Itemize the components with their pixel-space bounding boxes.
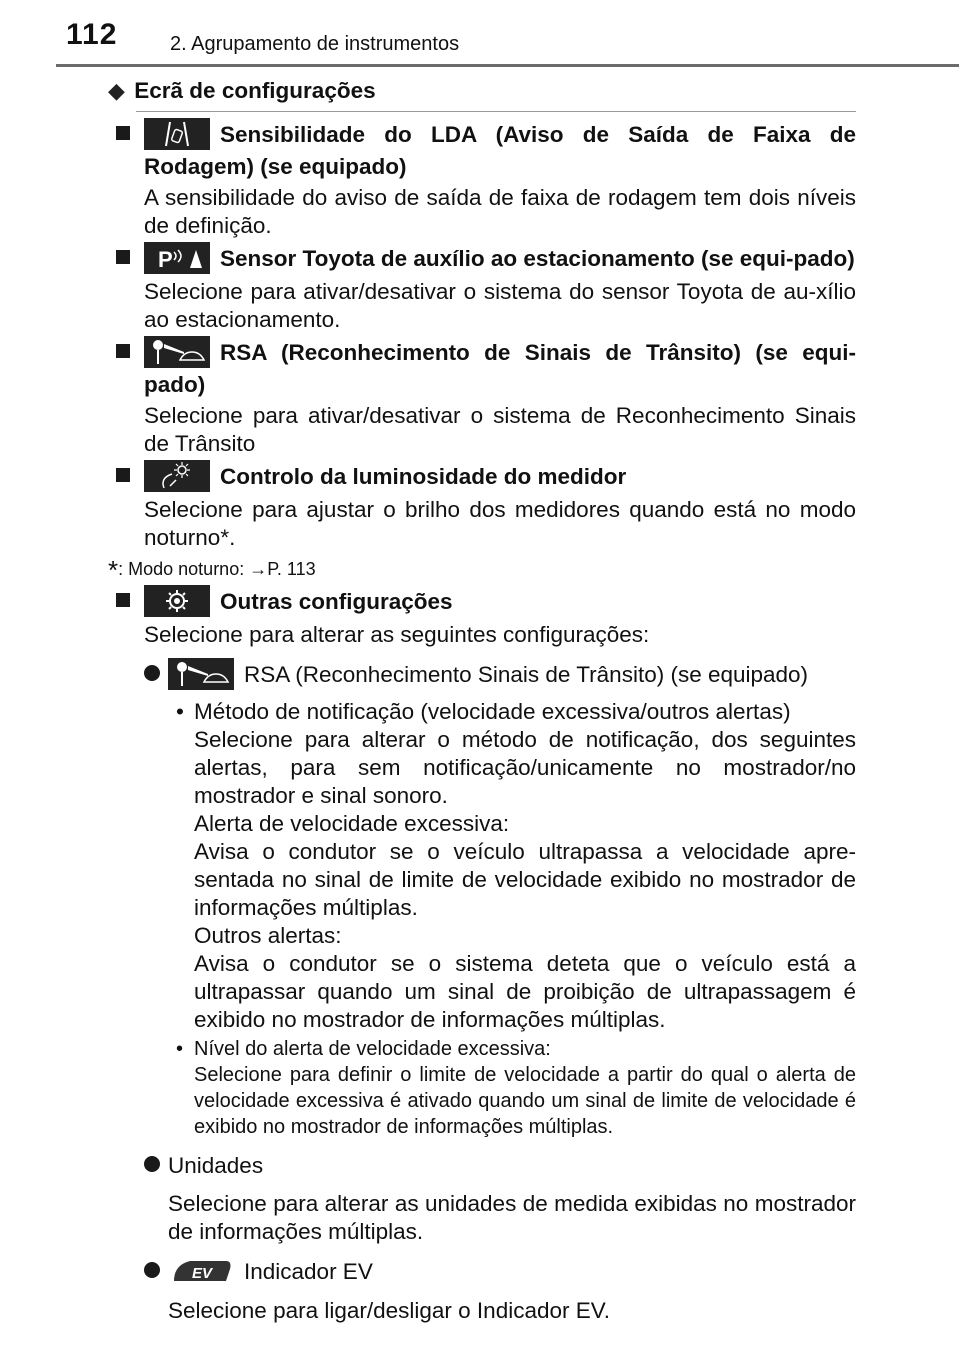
page-number: 112 — [66, 18, 118, 51]
sub-item-units — [108, 1150, 856, 1246]
ev-title: Indicador EV — [244, 1259, 373, 1285]
sub-item-ev — [108, 1256, 856, 1325]
settings-item-rsa — [108, 338, 856, 458]
page-header — [0, 0, 960, 70]
parking-sensor-title: Sensor Toyota de auxílio ao estacionamento (se equi-pado) — [220, 246, 855, 272]
footnote: *: Modo noturno: →P. 113 — [108, 555, 316, 586]
header-divider — [56, 64, 959, 67]
parking-sensor-icon — [144, 242, 210, 274]
ev-description: Selecione para ligar/desligar o Indicador EV. — [168, 1298, 610, 1324]
bullet-notification-method: • Método de notificação (velocidade excessiva/outros alertas) Selecione para alterar o método de notificação, dos seguintes alertas, para sem notificação/unicamente no mostrador/no mostrador e sinal sonoro. Alerta de velocidade excessiva: Avisa o condutor se o veículo ultrapassa a velocidade apre-sentada no sinal de limite de velocidade exibido no mostrador de informações múltiplas. Outros alertas: Avisa o condutor se o sistema deteta que o veículo está a ultrapassar quando um sinal de proibição de ultrapassagem é exibido no mostrador de informações múltiplas. — [176, 699, 856, 1033]
square-bullet-icon — [116, 468, 130, 482]
square-bullet-icon — [116, 593, 130, 607]
svg-text:P: P — [158, 247, 173, 273]
other-settings-description: Selecione para alterar as seguintes configurações: — [144, 622, 650, 648]
square-bullet-icon — [116, 344, 130, 358]
page-content — [108, 74, 856, 1325]
diamond-bullet-icon: ◆ — [108, 78, 125, 103]
meter-brightness-icon — [144, 460, 210, 492]
meter-brightness-title: Controlo da luminosidade do medidor — [220, 464, 627, 490]
square-bullet-icon — [116, 126, 130, 140]
sub-item-rsa — [108, 659, 856, 1140]
lda-description: A sensibilidade do aviso de saída de faixa de rodagem tem dois níveis de definição. — [144, 185, 856, 239]
settings-item-other — [108, 587, 856, 1325]
lda-title: Sensibilidade do LDA (Aviso de Saída de Faixa de Rodagem) (se equipado) — [144, 122, 856, 180]
other-settings-title: Outras configurações — [220, 589, 453, 615]
round-bullet-icon — [144, 1262, 160, 1278]
round-bullet-icon — [144, 1156, 160, 1172]
lda-lane-departure-icon — [144, 118, 210, 150]
section-divider — [136, 111, 856, 112]
section-heading — [108, 74, 856, 111]
settings-item-meter-brightness — [108, 462, 856, 552]
rsa-description: Selecione para ativar/desativar o sistema de Reconhecimento Sinais de Trânsito — [144, 403, 856, 457]
rsa-title: RSA (Reconhecimento de Sinais de Trânsito) (se equi-pado) — [144, 340, 856, 398]
chapter-title: 2. Agrupamento de instrumentos — [170, 33, 460, 55]
svg-text:EV: EV — [192, 1265, 213, 1283]
section-title: Ecrã de configurações — [134, 78, 376, 103]
rsa-road-sign-icon — [144, 336, 210, 368]
parking-sensor-description: Selecione para ativar/desativar o sistema do sensor Toyota de au-xílio ao estacionamento. — [144, 279, 856, 333]
settings-item-parking-sensor — [108, 244, 856, 334]
settings-item-lda — [108, 120, 856, 240]
rsa-road-sign-icon — [168, 658, 234, 690]
bullet-speed-alert-level: • Nível do alerta de velocidade excessiva: Selecione para definir o limite de velocidade a partir do qual o alerta de velocidade excessiva é ativado quando um sinal de limite de velocidade é exibido no mostrador de informações múltiplas. — [176, 1038, 856, 1139]
ev-indicator-icon — [168, 1255, 234, 1287]
meter-brightness-description: Selecione para ajustar o brilho dos medidores quando está no modo noturno*. — [144, 497, 856, 551]
square-bullet-icon — [116, 250, 130, 264]
gear-icon — [144, 585, 210, 617]
units-description: Selecione para alterar as unidades de medida exibidas no mostrador de informações múltiplas. — [168, 1191, 856, 1245]
units-title: Unidades — [168, 1153, 264, 1179]
round-bullet-icon — [144, 665, 160, 681]
sub-rsa-title: RSA (Reconhecimento Sinais de Trânsito) (se equipado) — [244, 662, 809, 688]
